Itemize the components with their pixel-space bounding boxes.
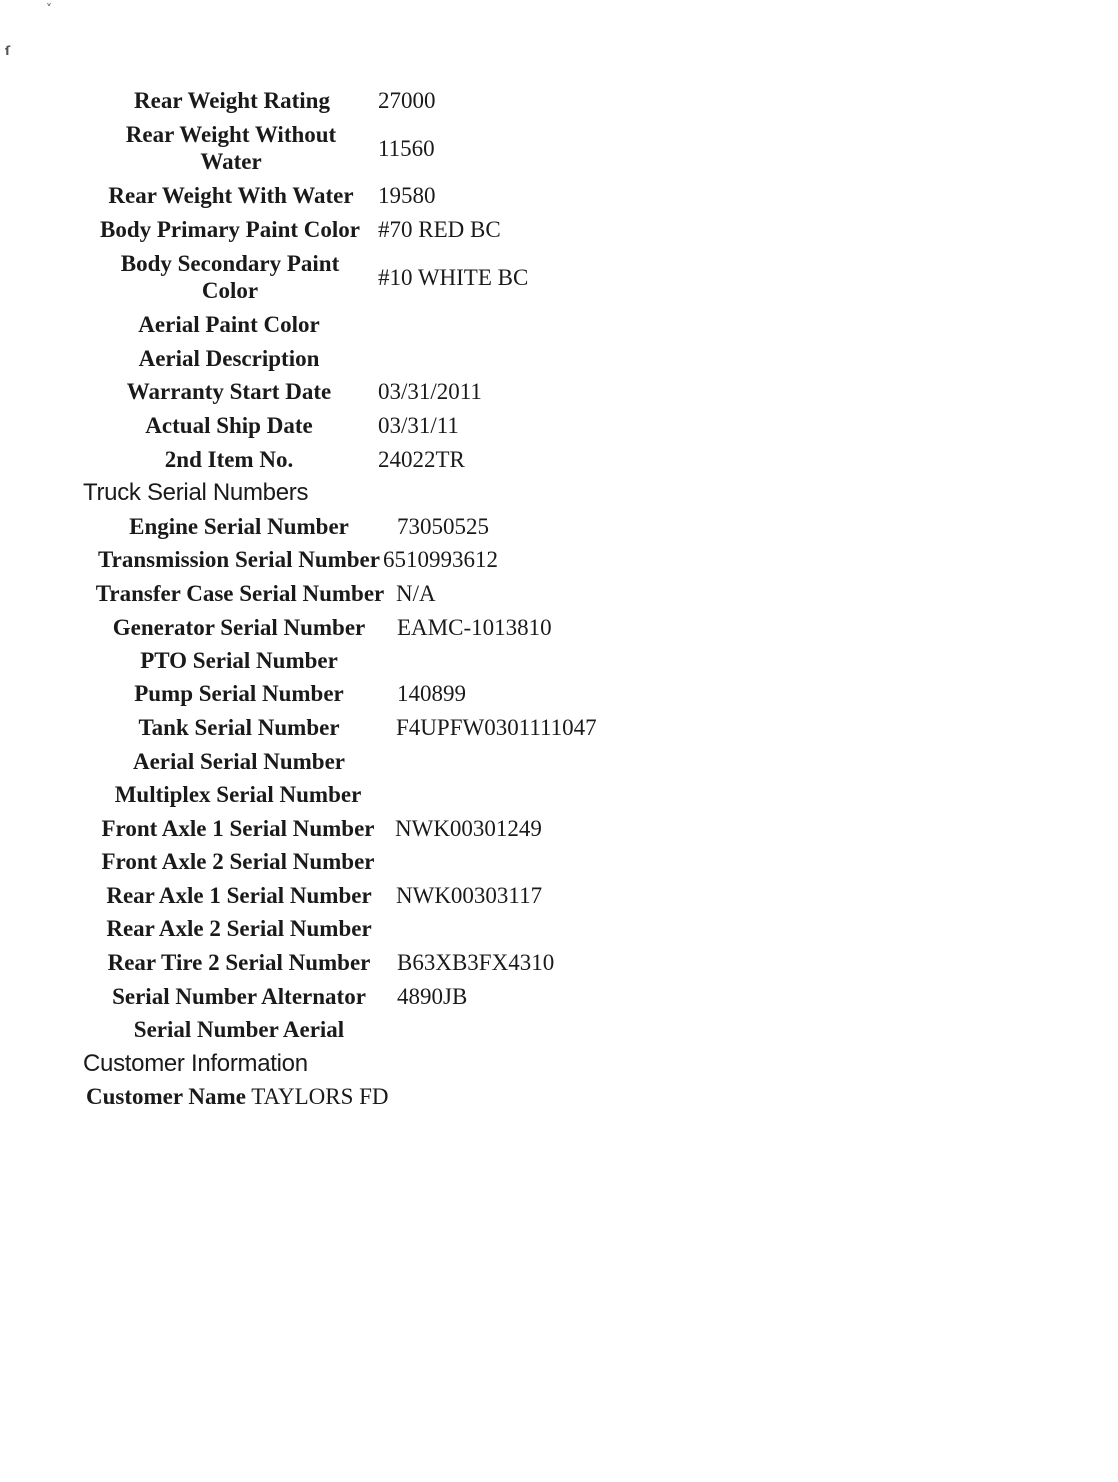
field-value: #10 WHITE BC [378,265,529,290]
field-label: Actual Ship Date [145,413,313,438]
field-label: Rear Weight Rating [134,88,330,113]
field-label: Front Axle 2 Serial Number [101,849,375,874]
field-value: 03/31/2011 [378,379,482,404]
field-value: B63XB3FX4310 [397,950,555,975]
field-label: Body Secondary Paint Color [120,251,340,303]
field-value: 19580 [378,183,436,208]
section-heading-truck-serials: Truck Serial Numbers [83,479,309,506]
field-label: Customer Name [86,1084,246,1109]
field-label: Serial Number Aerial [133,1017,345,1042]
field-row [0,949,1118,983]
field-value: 11560 [378,136,435,161]
field-label: 2nd Item No. [164,447,294,472]
field-label: Engine Serial Number [129,514,349,539]
field-label: Aerial Description [138,346,320,371]
field-label: Rear Tire 2 Serial Number [107,950,371,975]
field-row [0,87,1118,121]
field-row [0,882,1118,916]
field-label: Aerial Serial Number [132,749,346,774]
field-value: N/A [396,581,436,606]
field-row [0,345,1118,379]
field-row [0,714,1118,748]
field-value: F4UPFW0301111047 [396,715,597,740]
scan-speck: ſ [5,44,11,58]
field-label: PTO Serial Number [140,648,338,673]
field-value: 140899 [397,681,466,706]
field-row [0,983,1118,1017]
field-row [0,182,1118,216]
field-row [0,748,1118,782]
field-value: 24022TR [378,447,465,472]
field-row [0,815,1118,849]
section-heading-customer: Customer Information [83,1050,308,1077]
field-value: 73050525 [397,514,489,539]
field-label: Generator Serial Number [112,615,366,640]
field-value: #70 RED BC [378,217,501,242]
field-row [0,580,1118,614]
field-label: Serial Number Alternator [112,984,366,1009]
field-label: Rear Axle 2 Serial Number [106,916,372,941]
field-row [0,121,1118,177]
field-row [0,647,1118,681]
field-value: 27000 [378,88,436,113]
scan-speck: ˅ [46,2,52,16]
field-label: Transfer Case Serial Number [95,581,385,606]
field-value: NWK00303117 [396,883,543,908]
field-row [0,614,1118,648]
field-label: Rear Weight With Water [108,183,354,208]
field-row [0,311,1118,345]
field-label: Pump Serial Number [134,681,344,706]
field-label: Rear Axle 1 Serial Number [106,883,372,908]
field-row [0,446,1118,480]
field-row [0,513,1118,547]
field-label: Warranty Start Date [126,379,332,404]
field-value: EAMC-1013810 [397,615,552,640]
field-row [0,781,1118,815]
customer-name-row [86,1083,389,1111]
field-label: Rear Weight Without Water [125,122,337,174]
field-label: Transmission Serial Number [98,547,380,572]
field-row [0,378,1118,412]
field-row [0,848,1118,882]
field-label: Aerial Paint Color [138,312,320,337]
field-row [0,546,1118,580]
field-label: Front Axle 1 Serial Number [101,816,375,841]
field-label: Body Primary Paint Color [100,217,360,242]
field-label: Multiplex Serial Number [114,782,362,807]
field-row [0,216,1118,250]
field-value: 6510993612 [383,547,498,572]
field-value: NWK00301249 [395,816,542,841]
field-row [0,412,1118,446]
field-row [0,680,1118,714]
field-value: 4890JB [397,984,468,1009]
field-row [0,915,1118,949]
field-row [0,1016,1118,1050]
field-label: Tank Serial Number [138,715,340,740]
field-value: 03/31/11 [378,413,459,438]
field-value: TAYLORS FD [251,1084,389,1109]
field-row [0,250,1118,306]
